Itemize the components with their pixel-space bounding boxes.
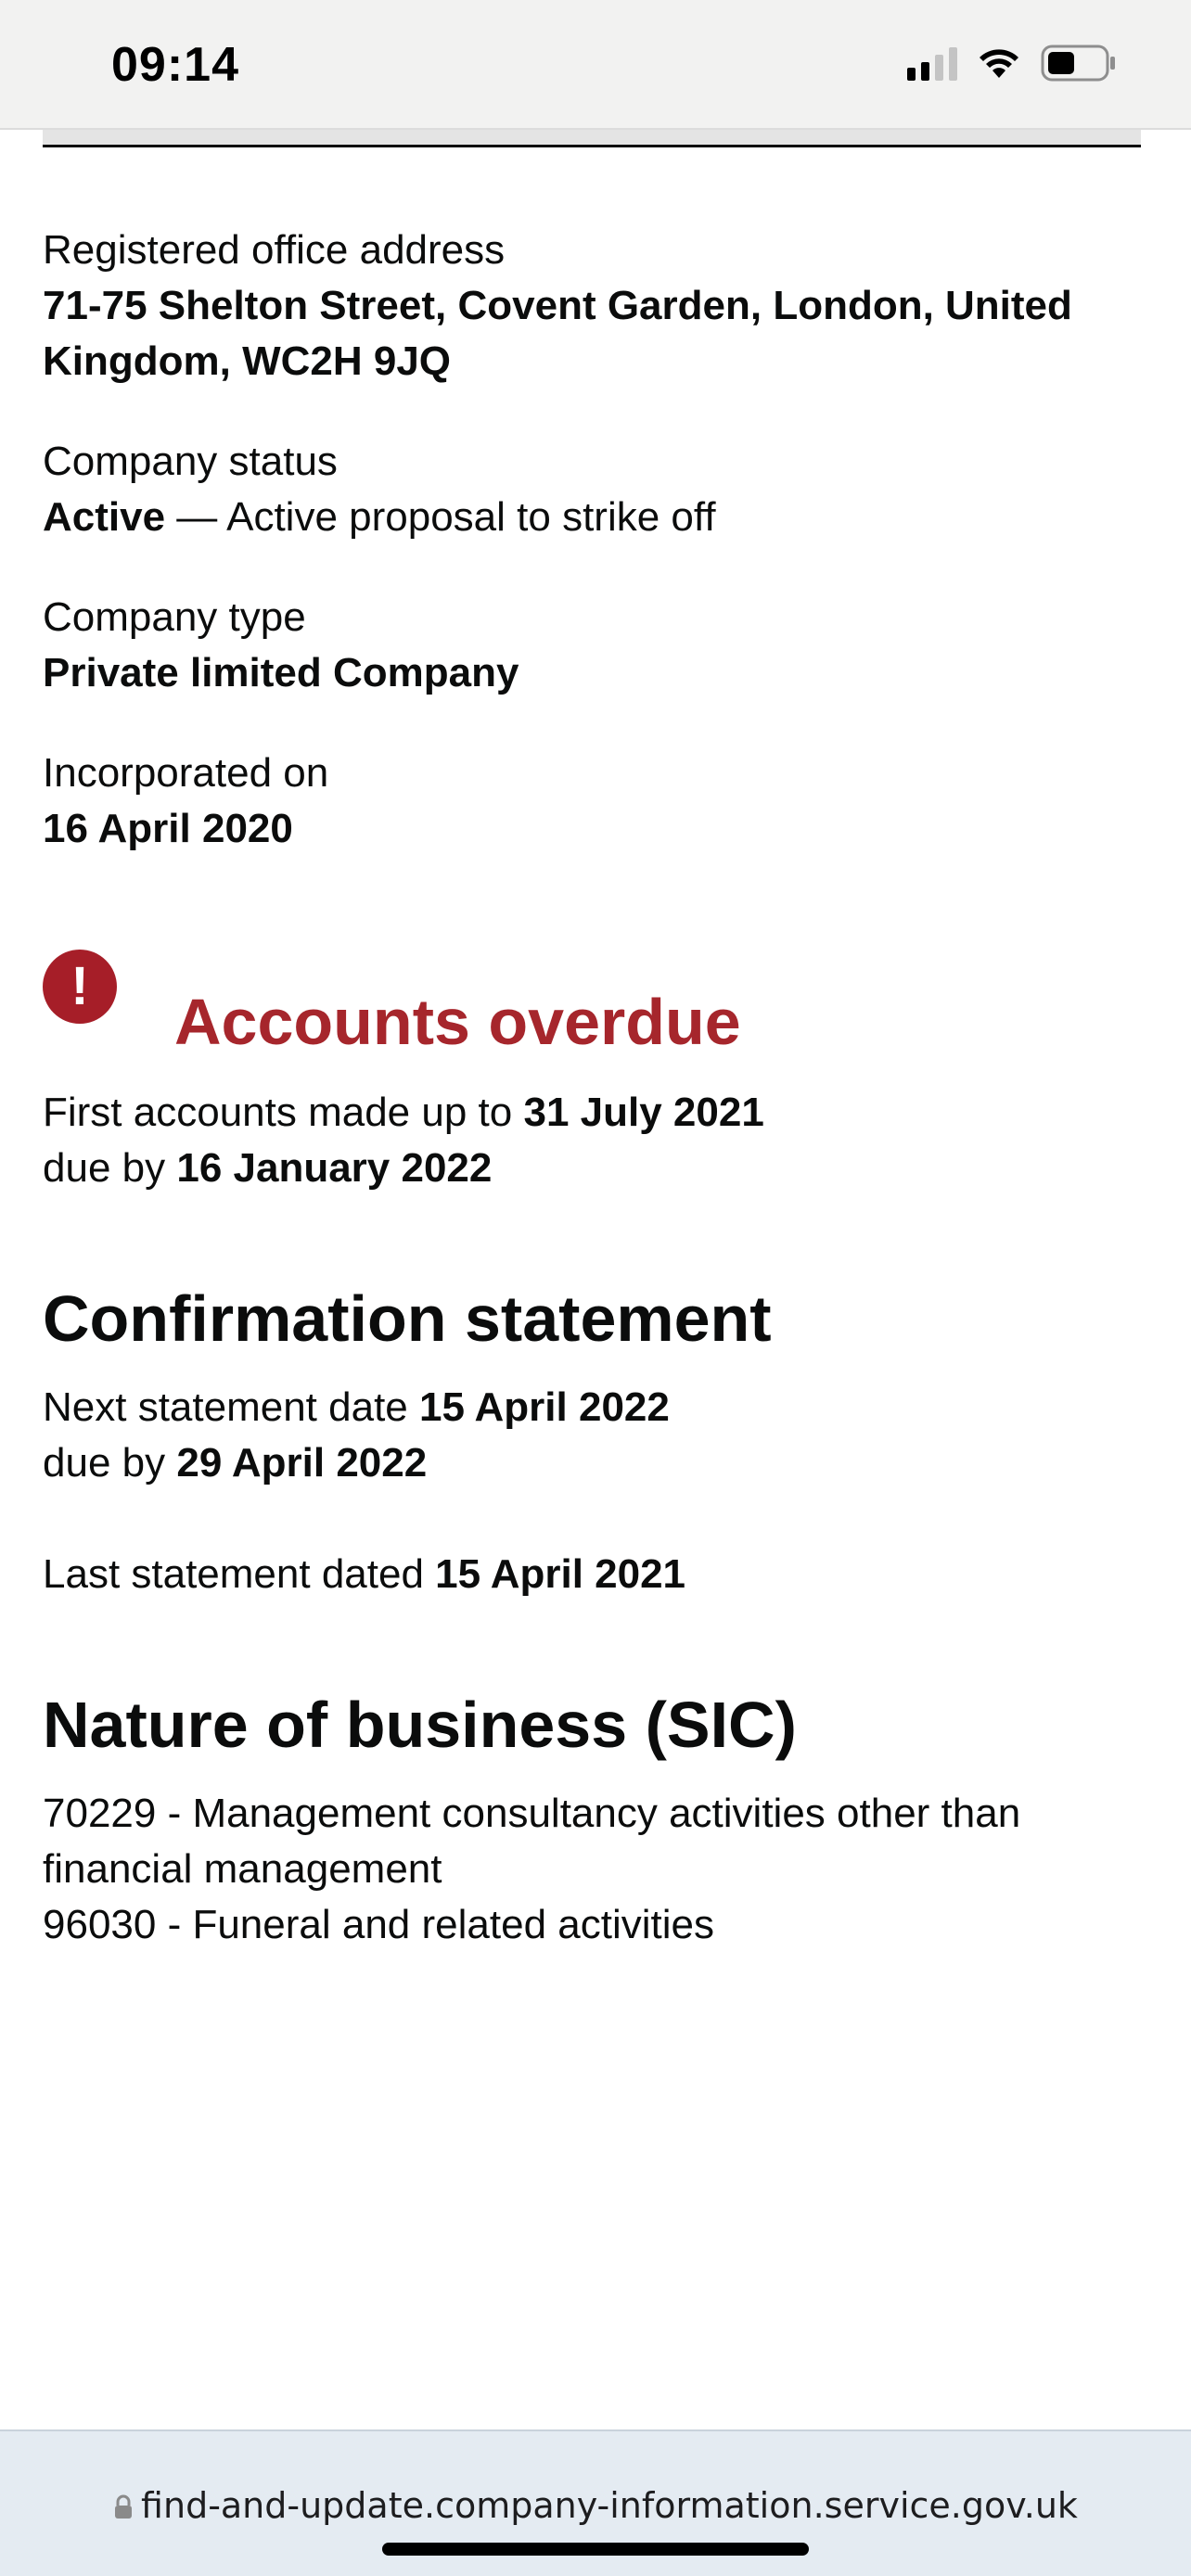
company-type-label: Company type — [43, 594, 306, 640]
accounts-made-up-line — [43, 1085, 1146, 1141]
next-statement-text: Next statement date — [43, 1384, 419, 1430]
incorporated-value: 16 April 2020 — [43, 806, 293, 851]
sic-item-line: financial management — [43, 1846, 442, 1892]
accounts-details — [43, 1085, 1146, 1196]
confirmation-due-text: due by — [43, 1440, 177, 1486]
last-statement-text: Last statement dated — [43, 1551, 436, 1597]
confirmation-due-line — [43, 1435, 1146, 1491]
sic-item-line: 70229 - Management consultancy activities other than — [43, 1791, 1021, 1836]
registered-office-line2: Kingdom, WC2H 9JQ — [43, 338, 452, 384]
company-overview — [43, 223, 1146, 1953]
confirmation-due-date: 29 April 2022 — [176, 1440, 428, 1486]
company-status-field — [43, 434, 1146, 545]
accounts-due-text: due by — [43, 1145, 177, 1191]
company-status-detail: — Active proposal to strike off — [165, 494, 716, 540]
sic-list — [43, 1786, 1146, 1953]
incorporated-field — [43, 746, 1146, 857]
sic-item — [43, 1897, 1146, 1953]
sic-item — [43, 1786, 1146, 1897]
url-text: find-and-update.company-information.service.gov.uk — [141, 2485, 1078, 2526]
warning-icon: ! — [43, 950, 117, 1024]
url-display[interactable] — [0, 2485, 1191, 2529]
confirmation-last — [43, 1547, 1146, 1602]
status-time: 09:14 — [111, 38, 239, 92]
company-status-value — [43, 490, 1146, 545]
company-type-value: Private limited Company — [43, 650, 519, 695]
status-icons — [907, 45, 1117, 82]
registered-office-value — [43, 278, 1146, 389]
registered-office-field — [43, 223, 1146, 389]
home-indicator[interactable] — [382, 2543, 809, 2556]
next-statement-line — [43, 1380, 1146, 1435]
status-bar — [0, 0, 1191, 130]
cellular-signal-icon — [907, 45, 957, 81]
browser-address-bar[interactable] — [0, 2429, 1191, 2576]
registered-office-label: Registered office address — [43, 227, 506, 273]
accounts-due-date: 16 January 2022 — [176, 1145, 493, 1191]
accounts-made-up-date: 31 July 2021 — [523, 1090, 764, 1135]
confirmation-next — [43, 1380, 1146, 1491]
incorporated-label: Incorporated on — [43, 750, 329, 796]
accounts-overdue-alert — [43, 950, 1146, 1058]
accounts-made-up-text: First accounts made up to — [43, 1090, 524, 1135]
company-type-field — [43, 590, 1146, 701]
accounts-due-line — [43, 1141, 1146, 1196]
sic-item-line: 96030 - Funeral and related activities — [43, 1902, 714, 1947]
wifi-icon — [978, 46, 1020, 80]
section-divider — [43, 145, 1141, 147]
last-statement-date: 15 April 2021 — [435, 1551, 686, 1597]
company-status-main: Active — [43, 494, 166, 540]
last-statement-line — [43, 1547, 1146, 1602]
confirmation-statement-heading: Confirmation statement — [43, 1282, 772, 1355]
nature-of-business-heading: Nature of business (SIC) — [43, 1689, 797, 1761]
accounts-overdue-title: Accounts overdue — [174, 986, 741, 1058]
registered-office-line1: 71-75 Shelton Street, Covent Garden, London, United — [43, 283, 1072, 328]
header-strip — [43, 130, 1141, 145]
company-status-label: Company status — [43, 439, 338, 484]
lock-icon — [113, 2488, 134, 2529]
battery-icon — [1041, 45, 1117, 82]
next-statement-date: 15 April 2022 — [419, 1384, 670, 1430]
